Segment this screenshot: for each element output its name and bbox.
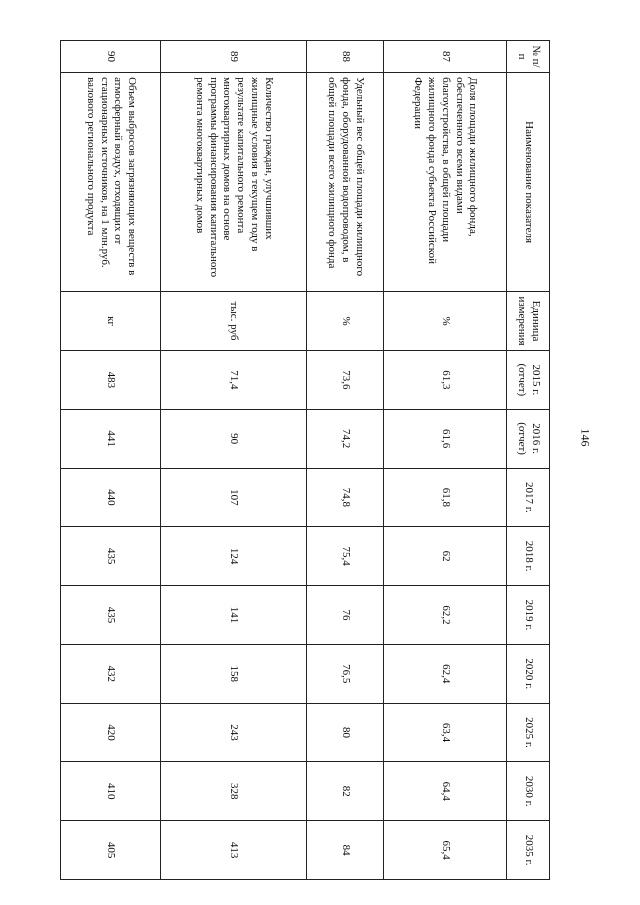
header-cell: 2025 г. [507, 703, 550, 762]
value-cell: 90 [161, 409, 307, 468]
value-cell: 62 [384, 527, 507, 586]
value-cell: 82 [306, 762, 383, 821]
table-row [161, 41, 307, 880]
row-number: 88 [306, 41, 383, 73]
unit-cell: % [384, 292, 507, 351]
value-cell: 141 [161, 586, 307, 645]
value-cell: 107 [161, 468, 307, 527]
row-number: 90 [61, 41, 161, 73]
value-cell: 435 [61, 586, 161, 645]
value-cell: 124 [161, 527, 307, 586]
header-cell: Наименование показателя [507, 73, 550, 292]
row-number: 89 [161, 41, 307, 73]
rotated-table-sheet [60, 40, 550, 880]
unit-cell: кг [61, 292, 161, 351]
table-row [306, 41, 383, 880]
header-row [507, 41, 550, 880]
unit-cell: тыс. руб [161, 292, 307, 351]
header-cell: 2015 г. (отчет) [507, 350, 550, 409]
value-cell: 76 [306, 586, 383, 645]
value-cell: 74,2 [306, 409, 383, 468]
indicator-name: Доля площади жилищного фонда, обеспеченного всеми видами благоустройства, в общей площади жилищного фонда субъекта Российской Федерации [384, 73, 507, 292]
indicator-name: Количество граждан, улучшивших жилищные условия в текущем году в результате капитального ремонта многоквартирных домов на основе программы финансирования капитального ремонта многоквартирных домов [161, 73, 307, 292]
value-cell: 243 [161, 703, 307, 762]
header-cell: 2030 г. [507, 762, 550, 821]
value-cell: 405 [61, 821, 161, 880]
value-cell: 62,4 [384, 644, 507, 703]
header-cell: 2020 г. [507, 644, 550, 703]
value-cell: 158 [161, 644, 307, 703]
header-cell: 2018 г. [507, 527, 550, 586]
indicators-table [60, 40, 550, 880]
value-cell: 65,4 [384, 821, 507, 880]
value-cell: 64,4 [384, 762, 507, 821]
value-cell: 84 [306, 821, 383, 880]
header-cell: 2016 г. (отчет) [507, 409, 550, 468]
value-cell: 76,5 [306, 644, 383, 703]
indicator-name: Объем выбросов загрязняющих веществ в атмосферный воздух, отходящих от стационарных источников, на 1 млн.руб. валового регионального продукта [61, 73, 161, 292]
rotated-content [60, 40, 550, 880]
indicator-name: Удельный вес общей площади жилищного фонда, оборудованной водопроводом, в общей площади всего жилищного фонда [306, 73, 383, 292]
value-cell: 63,4 [384, 703, 507, 762]
value-cell: 432 [61, 644, 161, 703]
value-cell: 413 [161, 821, 307, 880]
header-cell: № п/п [507, 41, 550, 73]
value-cell: 73,6 [306, 350, 383, 409]
value-cell: 61,3 [384, 350, 507, 409]
value-cell: 441 [61, 409, 161, 468]
value-cell: 74,8 [306, 468, 383, 527]
value-cell: 62,2 [384, 586, 507, 645]
row-number: 87 [384, 41, 507, 73]
header-cell: 2019 г. [507, 586, 550, 645]
header-cell: Единица измерения [507, 292, 550, 351]
value-cell: 410 [61, 762, 161, 821]
value-cell: 75,4 [306, 527, 383, 586]
page-number: 146 [578, 428, 593, 447]
value-cell: 61,6 [384, 409, 507, 468]
value-cell: 440 [61, 468, 161, 527]
value-cell: 328 [161, 762, 307, 821]
header-cell: 2017 г. [507, 468, 550, 527]
value-cell: 80 [306, 703, 383, 762]
table-row [61, 41, 161, 880]
value-cell: 483 [61, 350, 161, 409]
unit-cell: % [306, 292, 383, 351]
header-cell: 2035 г. [507, 821, 550, 880]
value-cell: 435 [61, 527, 161, 586]
value-cell: 71,4 [161, 350, 307, 409]
table-row [384, 41, 507, 880]
value-cell: 61,8 [384, 468, 507, 527]
value-cell: 420 [61, 703, 161, 762]
